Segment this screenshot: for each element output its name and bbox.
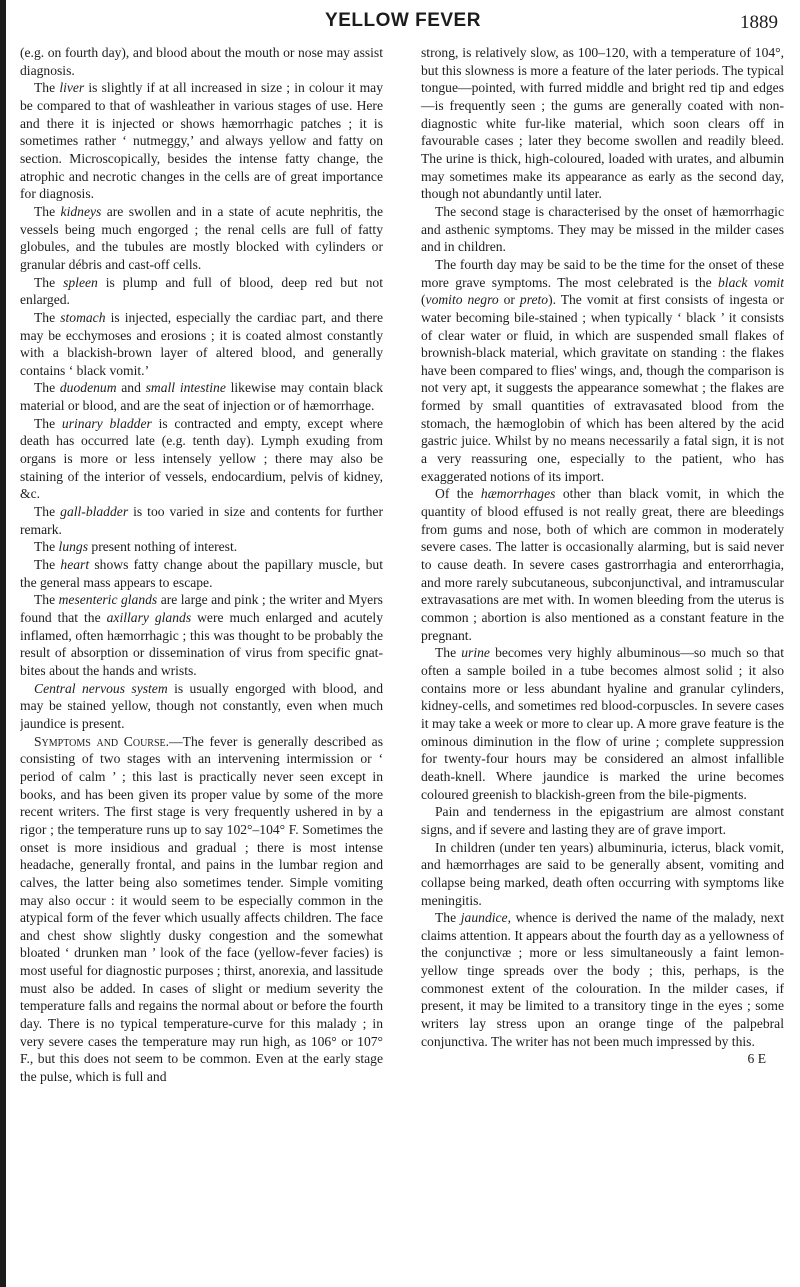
paragraph [20, 503, 383, 538]
paragraph-text: The [435, 910, 461, 926]
italic-term: kidneys [60, 203, 102, 219]
paragraph-text: Of the [435, 486, 481, 502]
paragraph-text: The [34, 415, 62, 431]
italic-term: vomito negro [425, 292, 499, 308]
italic-term: liver [59, 80, 85, 96]
italic-term: mesenteric glands [58, 592, 158, 608]
italic-term: preto [519, 292, 549, 308]
running-head: YELLOW FEVER [325, 10, 481, 31]
section-heading: Symptoms and Course. [34, 733, 170, 749]
paragraph-text: likewise may contain black material or blood, and are the seat of injection or of hæmorrhage. [20, 380, 383, 414]
paragraph [20, 79, 383, 203]
paragraph-text: The [34, 504, 61, 520]
page-edge-shadow [0, 0, 6, 1287]
paragraph-text: ). The vomit at first consists of ingesta or water becoming bile-stained ; when typically ‘ black ’ it consists of clear water or fluid, in which are suspended small flakes of brownish-black material, which gravitate on standing : the flakes have been compared to flies' wings, and, though the comparison is not very apt, it suggests the appearance somewhat ; the flakes are formed by small quantities of extravasated blood from the stomach, the hæmoglobin of which has been altered by the acid gastric juice. Whilst by no means necessarily a fatal sign, it is not a very reassuring one, especially to the patient, who has exaggerated notions of its import. [421, 292, 784, 484]
page-number: 1889 [740, 12, 778, 33]
paragraph [20, 274, 383, 309]
paragraph-text: strong, is relatively slow, as 100–120, with a temperature of 104°, but this slowness is more a feature of the later periods. The typical tongue—pointed, with furred middle and bright red tip and edges—is frequently seen ; the gums are generally coated with non-diagnostic white fur-like material, which soon clears off in favourable cases ; later they become swollen and readily bleed. The urine is thick, high-coloured, loaded with urates, and albumin may sometimes make its appearance as early as the second day, though not abundantly until later. [421, 45, 784, 202]
italic-term: stomach [60, 309, 106, 325]
paragraph [20, 203, 383, 274]
paragraph-text: is injected, especially the cardiac part, and there may be ecchymoses and erosions ; it is coated almost constantly with a blackish-brown layer of altered blood, and generally contains ‘ black vomit.’ [20, 309, 383, 378]
paragraph-text: —The fever is generally described as consisting of two stages with an intervening intermission or ‘ period of calm ’ ; this last is practically never seen except in books, and has been given its proper value by some of the more recent writers. The first stage is very frequently ushered in by a rigor ; the temperature runs up to say 102°–104° F. Sometimes the onset is more insidious and gradual ; there is most intense headache, generally frontal, and pains in the lumbar region and calves, the latter being also sometimes tender. Simple vomiting may also occur : it would seem to be especially common in the atypical form of the fever which usually affects children. The face and chest show slightly dusky congestion and the somewhat bloated ‘ drunken man ’ look of the face (yellow-fever facies) is most useful for diagnostic purposes ; thirst, anorexia, and lassitude must also be added. In cases of slight or medium severity the temperature falls and regains the normal about or before the fourth day. There is no typical temperature-curve for this malady ; in very severe cases the temperature may run high, as 106° or 107° F., but this does not seem to be common. Even at the early stage the pulse, which is full and [20, 733, 383, 1085]
paragraph-text: The [34, 203, 61, 219]
paragraph-text: The [34, 557, 61, 573]
paragraph [20, 591, 383, 679]
paragraph-text: is usually engorged with blood, and may be stained yellow, though not constantly, even when much jaundice is present. [20, 680, 383, 731]
signature-mark: 6 E [747, 1051, 766, 1067]
paragraph-text: and [116, 380, 146, 396]
paragraph [20, 379, 383, 414]
paragraph-text: is contracted and empty, except where death has occurred late (e.g. tenth day). Lymph exuding from organs is more or less intensely yellow ; there may also be staining of the interior of vessels, endocardium, pelvis of kidney, &c. [20, 415, 383, 502]
paragraph [20, 680, 383, 733]
left-column [20, 44, 383, 1268]
paragraph [20, 556, 383, 591]
paragraph-text: The [435, 645, 462, 661]
paragraph-text: The fourth day may be said to be the time for the onset of these more grave symptoms. The most celebrated is the [421, 256, 784, 290]
paragraph [421, 256, 784, 486]
paragraph-text: is too varied in size and contents for further remark. [20, 504, 383, 537]
paragraph-text: is plump and full of blood, deep red but not enlarged. [20, 274, 383, 308]
paragraph [421, 44, 784, 203]
paragraph-text: shows fatty change about the papillary muscle, but the general mass appears to escape. [20, 557, 383, 590]
paragraph-text: (e.g. on fourth day), and blood about the mouth or nose may assist diagnosis. [20, 45, 383, 78]
paragraph [20, 415, 383, 503]
paragraph-text: are swollen and in a state of acute nephritis, the vessels being much engorged ; the renal cells are full of fatty globules, and the tubules are mostly blocked with cylinders or granular débris and cast-off cells. [20, 203, 383, 272]
italic-term: hæmorrhages [480, 486, 556, 502]
paragraph-text: becomes very highly albuminous—so much so that often a sample boiled in a tube becomes almost solid ; it also contains more or less abundant hyaline and granular cylinders, kidney-cells, and sometimes red blood-corpuscles. In severe cases it may take a week or more to clear up. A more grave feature is the ominous diminution in the flow of urine ; complete suppression for twenty-four hours may be considered an almost infallible death-knell. Where jaundice is marked the urine becomes coloured greenish to blackish-green from the bile-pigments. [421, 645, 784, 802]
paragraph [421, 485, 784, 644]
italic-term: spleen [63, 274, 98, 290]
paragraph [20, 44, 383, 79]
paragraph [20, 733, 383, 1086]
paragraph-text: The second stage is characterised by the onset of hæmorrhagic and asthenic symptoms. They may be missed in the milder cases and in children. [421, 203, 784, 255]
italic-term: duodenum [59, 380, 117, 396]
italic-term: small intestine [145, 380, 226, 396]
paragraph-text: The [34, 274, 64, 290]
paragraph [20, 538, 383, 556]
paragraph-text: is slightly if at all increased in size ; in colour it may be compared to that of washleather in various stages of use. Here and there it is injected or shows hæmorrhagic patches ; it is sometimes rather ‘ nutmeggy,’ and always yellow and fatty on section. Microscopically, besides the intense fatty change, the atrophic and necrotic changes in the cells are of great importance for diagnosis. [20, 80, 383, 202]
paragraph [421, 839, 784, 910]
italic-term: Central nervous system [34, 680, 168, 696]
italic-term: heart [60, 557, 90, 573]
paragraph-text: , whence is derived the name of the malady, next claims attention. It appears about the fourth day as a yellowness of the conjunctivæ ; more or less simultaneously a faint lemon-yellow tinge spreads over the body ; this, perhaps, is the commonest extent of the colouration. In the milder cases, if present, it may be limited to a transitory tinge in the eyes ; some writers lay stress upon an orange tinge of the palpebral conjunctiva. The writer has not been much impressed by this. [421, 910, 784, 1049]
italic-term: urine [461, 645, 490, 661]
paragraph-text: In children (under ten years) albuminuria, icterus, black vomit, and hæmorrhages are said to be generally absent, vomiting and collapse being marked, death often occurring with symptoms like meningitis. [421, 839, 784, 908]
text-columns [20, 44, 784, 1268]
paragraph-text: are large and pink ; the writer and Myers found that the [20, 592, 383, 625]
paragraph [421, 909, 784, 1050]
paragraph-text: The [34, 309, 61, 325]
paragraph-text: ( [421, 292, 426, 308]
page-header [20, 8, 786, 36]
paragraph [20, 309, 383, 380]
paragraph [421, 203, 784, 256]
italic-term: black vomit [718, 274, 784, 290]
paragraph-text: The [34, 380, 60, 396]
italic-term: urinary bladder [61, 415, 152, 431]
paragraph-text: present nothing of interest. [88, 539, 238, 555]
italic-term: lungs [58, 539, 89, 555]
paragraph-text: Pain and tenderness in the epigastrium are almost constant signs, and if severe and lasting they are of grave import. [421, 804, 784, 837]
paragraph [421, 803, 784, 838]
italic-term: gall-bladder [60, 504, 129, 520]
paragraph [421, 644, 784, 803]
paragraph-text: were much enlarged and acutely inflamed, often hæmorrhagic ; this was thought to be probably the result of absorption or dissemination of virus from specific gnat-bites about the hands and wrists. [20, 610, 384, 678]
italic-term: axillary glands [106, 610, 192, 625]
italic-term: jaundice [460, 910, 508, 926]
paragraph-text: The [34, 592, 59, 608]
paragraph-text: The [34, 539, 59, 555]
paragraph-text: The [34, 80, 60, 96]
paragraph-text: other than black vomit, in which the quantity of blood effused is not really great, there are bleedings from gums and nose, both of which are common in moderately severe cases. The latter is occasionally alarming, but is said never to cause death. In severe cases gastrorrhagia and enterorrhagia, and more rarely subcutaneous, subconjunctival, and intramuscular extravasations are met with. In women bleeding from the uterus is common ; abortion is also mentioned as a constant feature in the pregnant. [421, 486, 784, 643]
right-column [421, 44, 784, 1268]
paragraph-text: or [498, 292, 520, 308]
